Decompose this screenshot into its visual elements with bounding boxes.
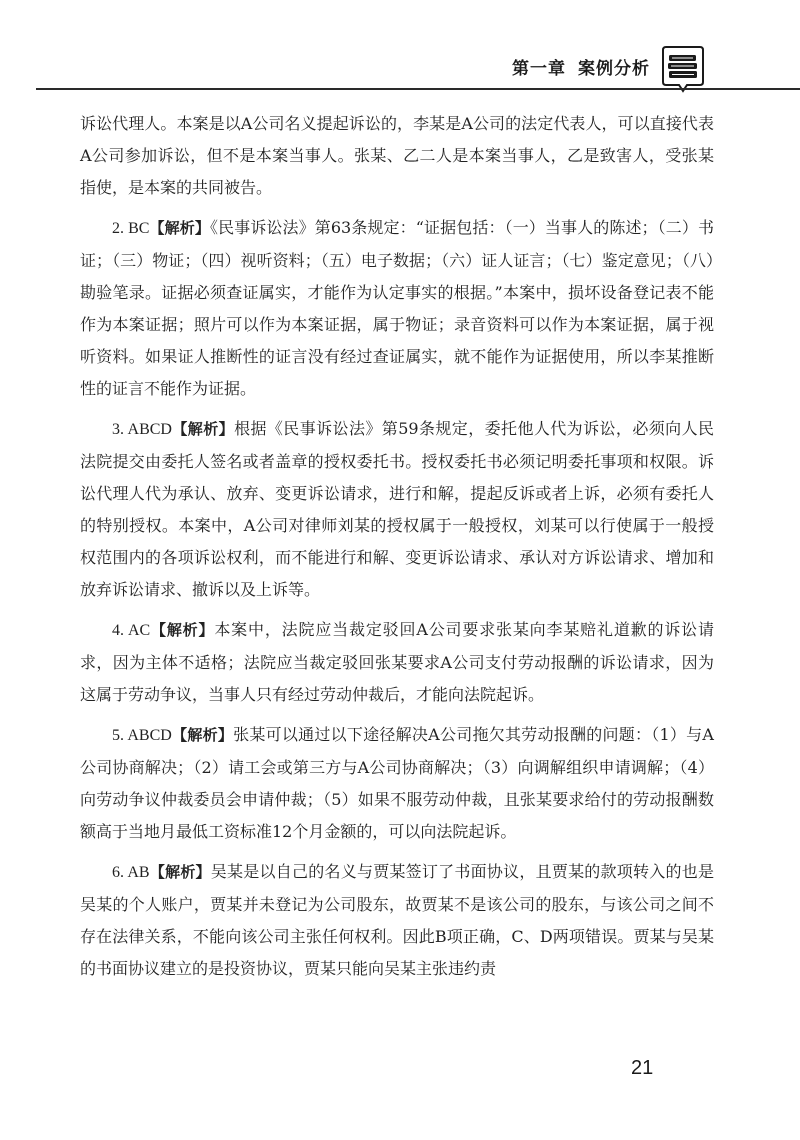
answer-label: 5. ABCD [112, 727, 172, 744]
answer-label: 4. AC [112, 622, 151, 639]
answer-label: 6. AB [112, 864, 150, 881]
analysis-tag: 【解析】 [150, 621, 215, 639]
answer-paragraph [80, 413, 714, 606]
running-header [0, 0, 800, 100]
answer-label: 3. ABCD [112, 421, 172, 438]
paragraph-text: 吴某是以自己的名义与贾某签订了书面协议，且贾某的款项转入的也是吴某的个人账户，贾某并未登记为公司股东，故贾某不是该公司的股东，与该公司之间不存在法律关系，不能向该公司主张任何权利。因此B项正确，C、D两项错误。贾某与吴某的书面协议建立的是投资协议，贾某只能向吴某主张违约责 [80, 862, 714, 978]
chapter-name: 案例分析 [578, 59, 650, 79]
answer-paragraph [80, 856, 714, 985]
answer-paragraph [80, 212, 714, 405]
paragraph-text: 根据《民事诉讼法》第59条规定，委托他人代为诉讼，必须向人民法院提交由委托人签名或者盖章的授权委托书。授权委托书必须记明委托事项和权限。诉讼代理人代为承认、放弃、变更诉讼请求，进行和解，提起反诉或者上诉，必须有委托人的特别授权。本案中，A公司对律师刘某的授权属于一般授权，刘某可以行使属于一般授权范围内的各项诉讼权利，而不能进行和解、变更诉讼请求、承认对方诉讼请求、增加和放弃诉讼请求、撤诉以及上诉等。 [80, 419, 714, 599]
book-stack-icon [660, 44, 706, 94]
chapter-title [512, 54, 650, 79]
answer-paragraph [80, 614, 714, 711]
chapter-number: 第一章 [512, 59, 566, 79]
paragraph-text: 本案中，法院应当裁定驳回A公司要求张某向李某赔礼道歉的诉讼请求，因为主体不适格；法院应当裁定驳回张某要求A公司支付劳动报酬的诉讼请求，因为这属于劳动争议，当事人只有经过劳动仲裁后，才能向法院起诉。 [80, 620, 714, 704]
answer-paragraph [80, 108, 714, 204]
paragraph-text: 《民事诉讼法》第63条规定：“证据包括：（一）当事人的陈述；（二）书证；（三）物证；（四）视听资料；（五）电子数据；（六）证人证言；（七）鉴定意见；（八）勘验笔录。证据必须查证属实，才能作为认定事实的根据。”本案中，损坏设备登记表不能作为本案证据；照片可以作为本案证据，属于物证；录音资料可以作为本案证据，属于视听资料。如果证人推断性的证言没有经过查证属实，就不能作为证据使用，所以李某推断性的证言不能作为证据。 [80, 218, 714, 398]
paragraph-text: 诉讼代理人。本案是以A公司名义提起诉讼的，李某是A公司的法定代表人，可以直接代表A公司参加诉讼，但不是本案当事人。张某、乙二人是本案当事人，乙是致害人，受张某指使，是本案的共同被告。 [80, 114, 714, 197]
page-body [80, 108, 714, 993]
page-number: 21 [631, 1057, 654, 1079]
paragraph-text: 张某可以通过以下途径解决A公司拖欠其劳动报酬的问题：（1）与A公司协商解决；（2）请工会或第三方与A公司协商解决；（3）向调解组织申请调解；（4）向劳动争议仲裁委员会申请仲裁；（5）如果不服劳动仲裁，且张某要求给付的劳动报酬数额高于当地月最低工资标准12个月金额的，可以向法院起诉。 [80, 725, 714, 841]
analysis-tag: 【解析】 [149, 219, 210, 237]
analysis-tag: 【解析】 [171, 420, 235, 438]
analysis-tag: 【解析】 [171, 726, 234, 744]
answer-label: 2. BC [112, 220, 150, 237]
analysis-tag: 【解析】 [149, 863, 211, 881]
answer-paragraph [80, 719, 714, 848]
header-rule [36, 88, 800, 90]
